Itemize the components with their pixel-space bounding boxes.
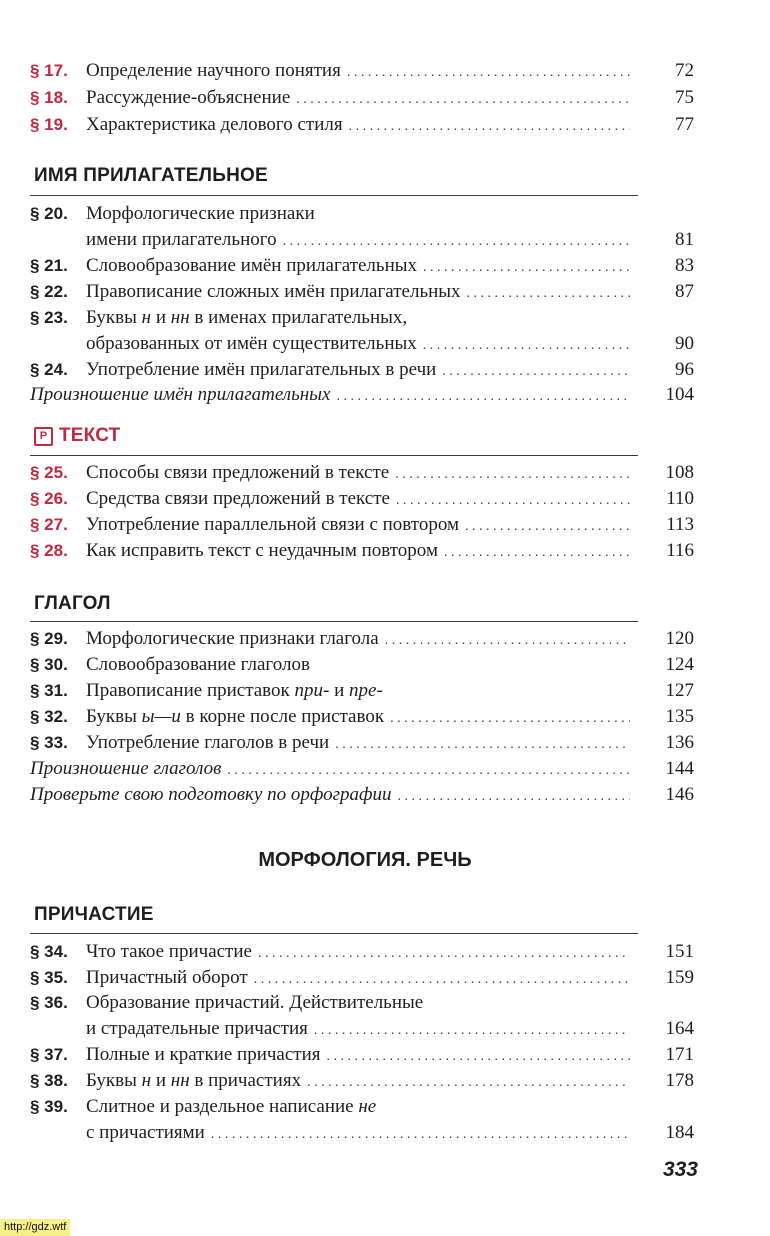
entry-title: Средства связи предложений в тексте [86,488,390,509]
dot-leader [444,540,630,566]
page-ref: 104 [665,384,694,405]
toc-entry-33[interactable] [30,730,694,756]
entry-title-line1: Образование причастий. Действительные [86,992,424,1013]
entry-title-line1: Буквы н и нн в именах прилагательных, [86,307,408,328]
entry-title: Буквы н и нн в причастиях [86,1070,302,1091]
page-ref: 81 [675,229,694,250]
page-ref: 184 [665,1122,694,1143]
divider [30,621,638,622]
entry-title: Проверьте свою подготовку по орфографии [30,784,392,805]
section-number: § 34. [30,942,68,961]
toc-entry-28[interactable] [30,538,694,564]
toc-entry-31[interactable] [30,678,694,704]
section-number: § 30. [30,655,68,674]
page-ref: 178 [665,1070,694,1091]
page-ref: 75 [675,87,694,108]
dot-leader [211,1122,630,1148]
page-ref: 146 [665,784,694,805]
section-number: § 32. [30,707,68,726]
toc-entry-27[interactable] [30,512,694,538]
toc-entry-32[interactable] [30,704,694,730]
entry-title: Причастный оборот [86,967,248,988]
dot-leader [396,488,630,514]
section-number: § 36. [30,993,68,1012]
toc-entry-17[interactable] [30,58,694,84]
entry-title-line1: Слитное и раздельное написание не [86,1096,377,1117]
entry-title: Правописание сложных имён прилагательных [86,281,461,302]
toc-entry-20[interactable] [30,201,694,253]
entry-title: Морфологические признаки глагола [86,628,379,649]
section-number: § 31. [30,681,68,700]
entry-title: Употребление глаголов в речи [86,732,330,753]
page-ref: 113 [666,514,694,535]
dot-leader [227,758,630,784]
page-ref: 87 [675,281,694,302]
section-number: § 35. [30,968,68,987]
section-number: § 33. [30,733,68,752]
dot-leader [336,384,630,410]
toc-entry-26[interactable] [30,486,694,512]
entry-title: Характеристика делового стиля [86,114,343,135]
section-number: § 25. [30,463,68,482]
page-ref: 96 [675,359,694,380]
entry-title: Способы связи предложений в тексте [86,462,390,483]
entry-title: Полные и краткие причастия [86,1044,321,1065]
dot-leader [467,281,630,307]
section-number: § 21. [30,256,68,275]
toc-entry-18[interactable] [30,85,694,111]
toc-entry-23[interactable] [30,305,694,357]
toc-entry-36[interactable] [30,990,694,1042]
toc-entry-24[interactable] [30,357,694,383]
toc-entry-37[interactable] [30,1042,694,1068]
entry-title-line1: Морфологические признаки [86,203,315,224]
dot-leader [397,784,630,810]
page-ref: 83 [675,255,694,276]
dot-leader [327,1044,630,1070]
watermark-link[interactable]: http://gdz.wtf [0,1219,70,1236]
section-heading-participle: ПРИЧАСТИЕ [34,904,154,925]
page-ref: 135 [665,706,694,727]
dot-leader [385,628,630,654]
entry-title: и страдательные причастия [86,1018,308,1039]
dot-leader [283,229,630,255]
entry-title: Употребление параллельной связи с повтором [86,514,460,535]
dot-leader [307,1070,630,1096]
entry-title: имени прилагательного [86,229,277,250]
page-ref: 108 [665,462,694,483]
section-number: § 24. [30,360,68,379]
page-ref: 120 [665,628,694,649]
entry-title: с причастиями [86,1122,205,1143]
toc-entry-orthography-check[interactable] [30,782,694,808]
dot-leader [296,87,630,113]
page-ref: 77 [675,114,694,135]
page-ref: 171 [665,1044,694,1065]
section-number: § 22. [30,282,68,301]
dot-leader [423,333,630,359]
entry-title: Рассуждение-объяснение [86,87,291,108]
part-title: МОРФОЛОГИЯ. РЕЧЬ [258,849,472,871]
section-number: § 39. [30,1097,68,1116]
dot-leader [258,941,630,967]
page-number: 333 [662,1158,698,1181]
page-ref: 151 [665,941,694,962]
dot-leader [347,60,630,86]
toc-entry-verb-pronunciation[interactable] [30,756,694,782]
toc-entry-adj-pronunciation[interactable] [30,382,694,408]
section-number: § 26. [30,489,68,508]
dot-leader [314,1018,630,1044]
toc-entry-34[interactable] [30,939,694,965]
toc-entry-39[interactable] [30,1094,694,1146]
section-number: § 27. [30,515,68,534]
section-heading-verb: ГЛАГОЛ [34,593,111,614]
section-number: § 29. [30,629,68,648]
page-ref: 164 [665,1018,694,1039]
section-number: § 17. [30,61,68,80]
section-number: § 20. [30,204,68,223]
dot-leader [335,732,630,758]
page-ref: 144 [665,758,694,779]
page-ref: 127 [665,680,694,701]
dot-leader [349,114,630,140]
page-ref: 136 [665,732,694,753]
section-number: § 23. [30,308,68,327]
toc-entry-30[interactable] [30,652,694,678]
divider [30,455,638,456]
page-ref: 159 [665,967,694,988]
dot-leader [395,462,630,488]
entry-title: Определение научного понятия [86,60,341,81]
entry-title: Что такое причастие [86,941,252,962]
page-ref: 124 [665,654,694,675]
section-number: § 18. [30,88,68,107]
toc-entry-22[interactable] [30,279,694,305]
section-heading-label: ТЕКСТ [59,425,121,446]
entry-title: Словообразование глаголов [86,654,310,675]
rhetoric-r-icon: Р [34,427,53,446]
toc-entry-35[interactable] [30,965,694,991]
section-number: § 37. [30,1045,68,1064]
section-number: § 38. [30,1071,68,1090]
toc-entry-25[interactable] [30,460,694,486]
toc-entry-29[interactable] [30,626,694,652]
divider [30,933,638,934]
toc-entry-19[interactable] [30,112,694,138]
entry-title: Правописание приставок при- и пре- [86,680,383,701]
page-ref: 116 [666,540,694,561]
section-number: § 19. [30,115,68,134]
entry-title: Употребление имён прилагательных в речи [86,359,437,380]
entry-title: Буквы ы—и в корне после приставок [86,706,385,727]
entry-title: Как исправить текст с неудачным повтором [86,540,438,561]
page-ref: 110 [666,488,694,509]
section-number: § 28. [30,541,68,560]
dot-leader [465,514,630,540]
dot-leader [423,255,630,281]
toc-entry-21[interactable] [30,253,694,279]
page-ref: 90 [675,333,694,354]
entry-title: образованных от имён существительных [86,333,417,354]
toc-entry-38[interactable] [30,1068,694,1094]
page-ref: 72 [675,60,694,81]
section-heading-adjective: ИМЯ ПРИЛАГАТЕЛЬНОЕ [34,165,268,186]
dot-leader [390,706,630,732]
divider [30,195,638,196]
entry-title: Произношение глаголов [30,758,222,779]
entry-title: Словообразование имён прилагательных [86,255,418,276]
section-heading-text [34,425,120,447]
entry-title: Произношение имён прилагательных [30,384,331,405]
